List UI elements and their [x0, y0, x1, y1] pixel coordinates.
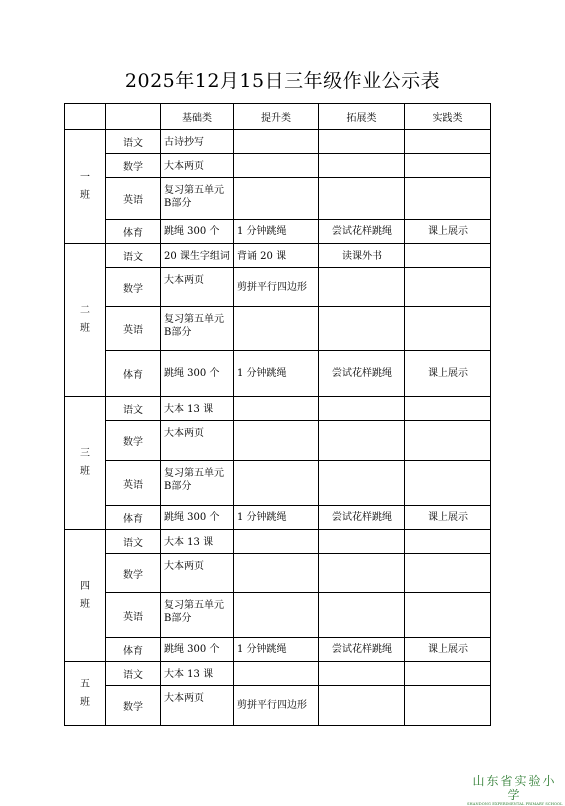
subject-cell: 语文 — [106, 662, 161, 686]
homework-table — [64, 103, 491, 726]
logo-chinese-text: 山东省实验小学 — [472, 774, 557, 802]
basic-cell: 跳绳 300 个 — [161, 638, 234, 662]
header-cell — [106, 104, 161, 130]
improve-cell — [234, 530, 319, 554]
subject-cell: 数学 — [106, 154, 161, 178]
subject-cell: 英语 — [106, 593, 161, 638]
practice-cell — [405, 554, 491, 593]
practice-cell — [405, 130, 491, 154]
improve-cell — [234, 662, 319, 686]
subject-cell: 数学 — [106, 554, 161, 593]
subject-cell: 语文 — [106, 397, 161, 421]
extend-cell — [319, 268, 405, 307]
improve-cell: 1 分钟跳绳 — [234, 506, 319, 530]
header-practice: 实践类 — [405, 104, 491, 130]
extend-cell — [319, 154, 405, 178]
basic-cell: 跳绳 300 个 — [161, 351, 234, 397]
extend-cell — [319, 178, 405, 220]
practice-cell — [405, 662, 491, 686]
subject-cell: 英语 — [106, 307, 161, 351]
extend-cell: 尝试花样跳绳 — [319, 506, 405, 530]
practice-cell — [405, 307, 491, 351]
page-title: 2025年12月15日三年级作业公示表 — [124, 70, 441, 92]
improve-cell — [234, 397, 319, 421]
class-name-cell: 三 班 — [65, 397, 106, 530]
subject-cell: 语文 — [106, 530, 161, 554]
extend-cell: 尝试花样跳绳 — [319, 220, 405, 244]
improve-cell — [234, 307, 319, 351]
subject-cell: 数学 — [106, 686, 161, 726]
improve-cell — [234, 178, 319, 220]
basic-cell: 大本两页 — [161, 154, 234, 178]
extend-cell: 读课外书 — [319, 244, 405, 268]
improve-cell: 剪拼平行四边形 — [234, 268, 319, 307]
practice-cell — [405, 244, 491, 268]
table-row — [65, 307, 491, 351]
table-row — [65, 154, 491, 178]
extend-cell: 尝试花样跳绳 — [319, 638, 405, 662]
extend-cell — [319, 662, 405, 686]
extend-cell — [319, 307, 405, 351]
basic-cell: 大本两页 — [161, 686, 234, 726]
practice-cell — [405, 268, 491, 307]
table-row — [65, 397, 491, 421]
improve-cell — [234, 154, 319, 178]
table-row — [65, 178, 491, 220]
practice-cell: 课上展示 — [405, 351, 491, 397]
table-row — [65, 530, 491, 554]
basic-cell: 大本两页 — [161, 268, 234, 307]
header-cell — [65, 104, 106, 130]
improve-cell — [234, 554, 319, 593]
basic-cell: 复习第五单元B部分 — [161, 178, 234, 220]
extend-cell — [319, 593, 405, 638]
practice-cell — [405, 421, 491, 461]
practice-cell: 课上展示 — [405, 506, 491, 530]
extend-cell — [319, 421, 405, 461]
subject-cell: 体育 — [106, 506, 161, 530]
practice-cell — [405, 397, 491, 421]
header-basic: 基础类 — [161, 104, 234, 130]
class-name-cell: 五 班 — [65, 662, 106, 726]
table-row — [65, 220, 491, 244]
header-row — [65, 104, 491, 130]
basic-cell: 20 课生字组词 — [161, 244, 234, 268]
improve-cell: 背诵 20 课 — [234, 244, 319, 268]
header-improve: 提升类 — [234, 104, 319, 130]
table-row — [65, 244, 491, 268]
table-row — [65, 351, 491, 397]
basic-cell: 跳绳 300 个 — [161, 506, 234, 530]
table-row — [65, 554, 491, 593]
table-row — [65, 686, 491, 726]
subject-cell: 数学 — [106, 421, 161, 461]
basic-cell: 大本 13 课 — [161, 662, 234, 686]
table-row — [65, 130, 491, 154]
extend-cell: 尝试花样跳绳 — [319, 351, 405, 397]
class-name-cell: 二 班 — [65, 244, 106, 397]
basic-cell: 复习第五单元B部分 — [161, 461, 234, 506]
extend-cell — [319, 686, 405, 726]
basic-cell: 大本 13 课 — [161, 530, 234, 554]
table-row — [65, 461, 491, 506]
subject-cell: 英语 — [106, 461, 161, 506]
practice-cell — [405, 530, 491, 554]
practice-cell — [405, 154, 491, 178]
class-name-cell: 四 班 — [65, 530, 106, 662]
improve-cell — [234, 130, 319, 154]
subject-cell: 英语 — [106, 178, 161, 220]
practice-cell — [405, 461, 491, 506]
table-row — [65, 421, 491, 461]
basic-cell: 跳绳 300 个 — [161, 220, 234, 244]
table-row — [65, 662, 491, 686]
header-extend: 拓展类 — [319, 104, 405, 130]
table-row — [65, 593, 491, 638]
improve-cell: 1 分钟跳绳 — [234, 220, 319, 244]
basic-cell: 古诗抄写 — [161, 130, 234, 154]
improve-cell — [234, 461, 319, 506]
extend-cell — [319, 397, 405, 421]
extend-cell — [319, 461, 405, 506]
practice-cell — [405, 593, 491, 638]
logo-english-text: SHANDONG EXPERIMENTAL PRIMARY SCHOOL — [467, 802, 563, 806]
improve-cell — [234, 421, 319, 461]
basic-cell: 大本 13 课 — [161, 397, 234, 421]
improve-cell — [234, 593, 319, 638]
practice-cell — [405, 178, 491, 220]
extend-cell — [319, 554, 405, 593]
practice-cell: 课上展示 — [405, 638, 491, 662]
table-row — [65, 506, 491, 530]
subject-cell: 体育 — [106, 220, 161, 244]
basic-cell: 大本两页 — [161, 554, 234, 593]
practice-cell: 课上展示 — [405, 220, 491, 244]
improve-cell: 剪拼平行四边形 — [234, 686, 319, 726]
table-row — [65, 638, 491, 662]
subject-cell: 体育 — [106, 351, 161, 397]
improve-cell: 1 分钟跳绳 — [234, 638, 319, 662]
school-logo — [467, 774, 562, 806]
extend-cell — [319, 530, 405, 554]
subject-cell: 体育 — [106, 638, 161, 662]
subject-cell: 语文 — [106, 244, 161, 268]
table-row — [65, 268, 491, 307]
subject-cell: 语文 — [106, 130, 161, 154]
basic-cell: 大本两页 — [161, 421, 234, 461]
subject-cell: 数学 — [106, 268, 161, 307]
extend-cell — [319, 130, 405, 154]
improve-cell: 1 分钟跳绳 — [234, 351, 319, 397]
basic-cell: 复习第五单元B部分 — [161, 307, 234, 351]
class-name-cell: 一 班 — [65, 130, 106, 244]
table-body — [65, 130, 491, 726]
practice-cell — [405, 686, 491, 726]
basic-cell: 复习第五单元B部分 — [161, 593, 234, 638]
